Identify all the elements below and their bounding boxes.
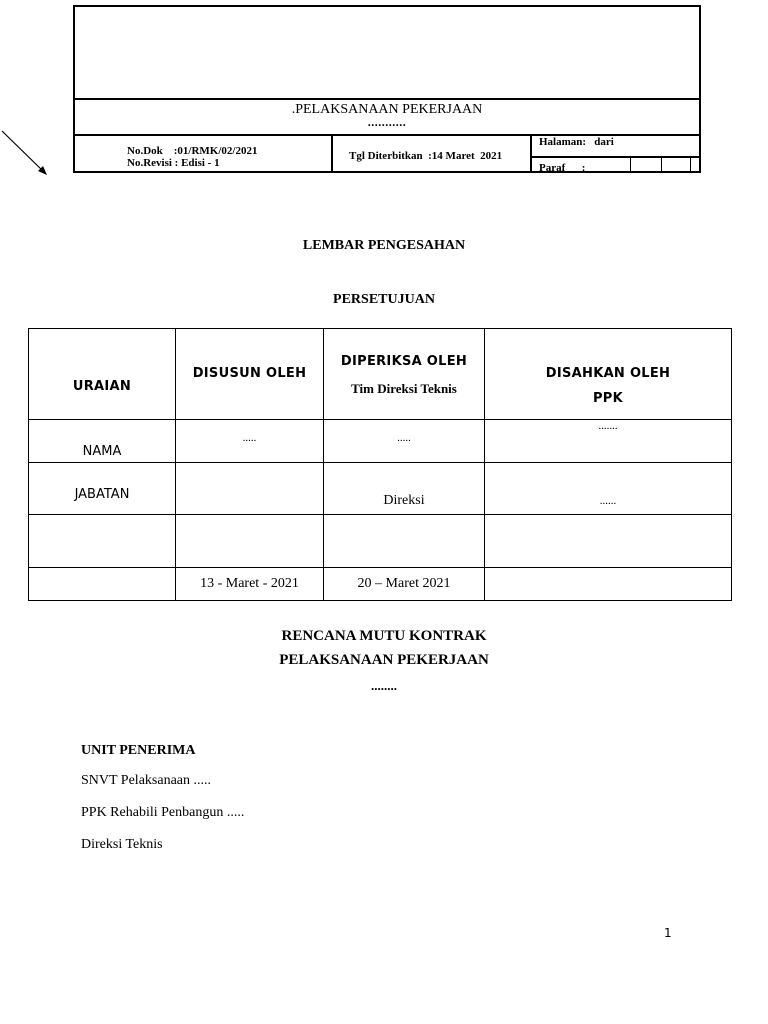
nama-disusun-cell [176, 420, 324, 463]
tanggal-disusun: 13 - Maret - 2021 [176, 568, 324, 601]
unit-item: Direksi Teknis [81, 837, 163, 852]
paraf-box [630, 158, 662, 171]
lembar-pengesahan-title: LEMBAR PENGESAHAN [302, 238, 466, 253]
page-count-row [532, 134, 699, 158]
table-row-jabatan [29, 463, 732, 515]
nama-disahkan-cell [485, 420, 732, 463]
paraf-box [660, 158, 691, 171]
document-header [73, 5, 701, 173]
nama-disusun: ..... [242, 432, 257, 444]
signature-cell [29, 515, 176, 568]
persetujuan-title: PERSETUJUAN [333, 292, 435, 307]
revision-number: No.Revisi : Edisi - 1 [127, 157, 220, 169]
header-disahkan [485, 329, 732, 420]
table-row-signature [29, 515, 732, 568]
header-diperiksa [324, 329, 485, 420]
issue-date-cell [333, 134, 532, 171]
jabatan-disahkan-cell [485, 463, 732, 515]
rencana-title: RENCANA MUTU KONTRAK [281, 628, 487, 644]
doc-number: No.Dok :01/RMK/02/2021 [127, 145, 258, 157]
nama-diperiksa: ..... [397, 432, 411, 444]
header-disahkan-sub: PPK [592, 391, 624, 406]
approval-table [28, 328, 732, 601]
rencana-subtitle: PELAKSANAAN PEKERJAAN [279, 652, 489, 668]
unit-item: SNVT Pelaksanaan ..... [81, 773, 211, 788]
tanggal-diperiksa: 20 – Maret 2021 [324, 568, 485, 601]
table-row-tanggal [29, 568, 732, 601]
nama-disahkan: ....... [598, 420, 618, 432]
jabatan-diperiksa: Direksi [383, 493, 425, 508]
unit-penerima-title: UNIT PENERIMA [81, 743, 196, 758]
header-disusun-label: DISUSUN OLEH [192, 366, 307, 381]
jabatan-disahkan: ...... [599, 495, 617, 507]
header-disahkan-label: DISAHKAN OLEH [545, 366, 671, 381]
signature-cell [485, 515, 732, 568]
signature-cell [176, 515, 324, 568]
logo-area [75, 7, 699, 98]
header-diperiksa-sub: Tim Direksi Teknis [351, 381, 457, 396]
paraf-label: Paraf : [539, 162, 586, 174]
jabatan-disusun-cell [176, 463, 324, 515]
header-diperiksa-label: DIPERIKSA OLEH [340, 354, 468, 369]
page-paraf-cell [532, 134, 699, 174]
jabatan-diperiksa-cell [324, 463, 485, 515]
nama-label: NAMA [82, 444, 122, 459]
page-count-label: Halaman: dari [539, 136, 614, 148]
header-uraian [29, 329, 176, 420]
rencana-dots: ........ [371, 678, 397, 693]
table-row-nama [29, 420, 732, 463]
header-title: .PELAKSANAAN PEKERJAAN [291, 102, 483, 117]
unit-item: PPK Rehabili Penbangun ..... [81, 805, 245, 820]
jabatan-label: JABATAN [74, 487, 130, 502]
issue-date: Tgl Diterbitkan :14 Maret 2021 [349, 150, 503, 162]
nama-label-cell [29, 420, 176, 463]
tanggal-disahkan-cell [485, 568, 732, 601]
table-header-row [29, 329, 732, 420]
header-disusun [176, 329, 324, 420]
header-title-row [75, 98, 699, 136]
nama-diperiksa-cell [324, 420, 485, 463]
tanggal-label-cell [29, 568, 176, 601]
header-subtitle: ........... [367, 115, 407, 129]
jabatan-label-cell [29, 463, 176, 515]
doc-number-cell [75, 134, 333, 171]
page-number: 1 [664, 926, 672, 940]
signature-cell [324, 515, 485, 568]
header-uraian-label: URAIAN [72, 379, 132, 394]
arrow-icon [0, 128, 52, 178]
